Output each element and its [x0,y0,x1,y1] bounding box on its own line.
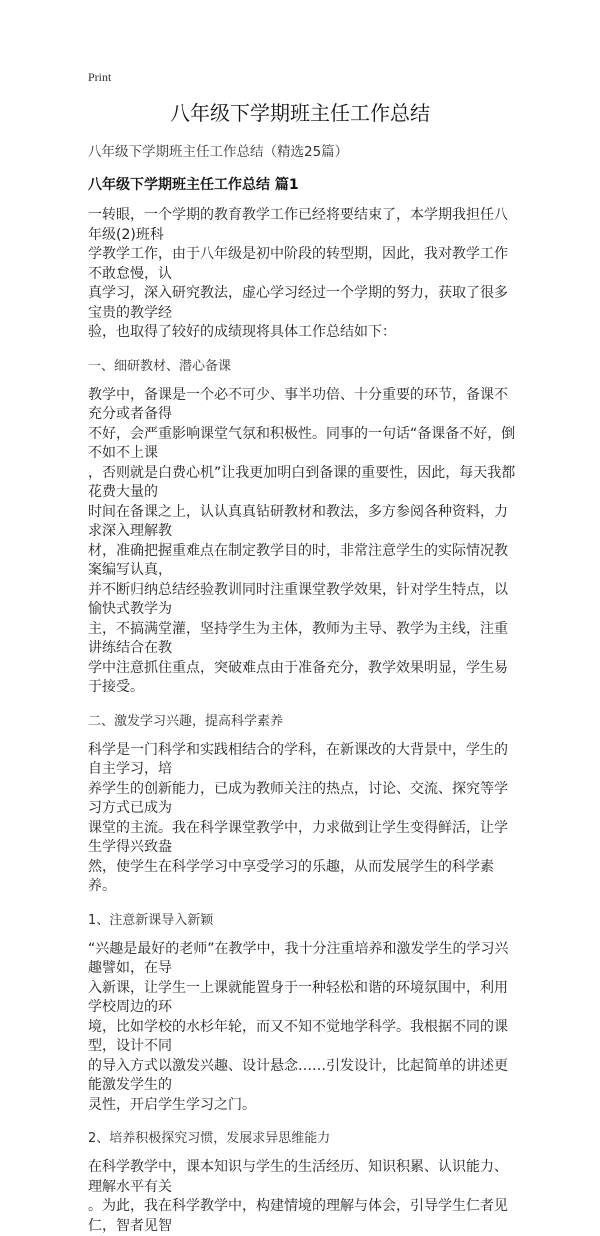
heading-2: 二、激发学习兴趣，提高科学素养 [88,713,284,729]
paragraph-lesson-prep: 教学中，备课是一个必不可少、事半功倍、十分重要的环节，备课不充分或者备得 不好，会严重影响课堂气氛和积极性。同事的一句话“备课备不好，倒不如不上课 ，否则就是白费心机”让我更加明白到备课的重要性，因此，每天我都花费大量的 时间在备课之上，认认真真钻研教材和教法，多方参阅各种资料，力求深入理解教 材，准确把握重难点在制定教学目的时，非常注意学生的实际情况教案编写认真， 并不断归纳总结经验教训同时注重课堂教学效果，针对学生特点，以愉快式教学为 主，不搞满堂灌，坚持学生为主体，教师为主导、教学为主线，注重讲练结合在教 学中注意抓住重点，突破难点由于准备充分，教学效果明显，学生易于接受。 [88,386,516,695]
print-link[interactable]: Print [88,70,112,84]
heading-2-2: 2、培养积极探究习惯，发展求异思维能力 [88,1131,331,1146]
heading-1: 一、细研教材、潜心备课 [88,358,232,374]
paragraph-intro: 一转眼，一个学期的教育教学工作已经将要结束了，本学期我担任八年级(2)班科 学教学工作，由于八年级是初中阶段的转型期，因此，我对教学工作不敢怠慢，认 真学习，深入研究教法，虚心学习经过一个学期的努力，获取了很多宝贵的教学经 验，也取得了较好的成绩现将具体工作总结如下： [88,207,508,340]
paragraph-science: 科学是一门科学和实践相结合的学科，在新课改的大背景中，学生的自主学习，培 养学生的创新能力，已成为教师关注的热点，讨论、交流、探究等学习方式已成为 课堂的主流。我在科学课堂教学中，力求做到让学生变得鲜活，让学生学得兴致盎 然，使学生在科学学习中享受学习的乐趣，从而发展学生的科学素养。 [88,741,508,894]
section-title: 八年级下学期班主任工作总结 篇1 [88,177,299,193]
page-title: 八年级下学期班主任工作总结 [170,101,430,125]
paragraph-interest: “兴趣是最好的老师”在教学中，我十分注重培养和激发学生的学习兴趣譬如，在导 入新课，让学生一上课就能置身于一种轻松和谐的环境氛围中，利用学校周边的环 境，比如学校的水杉年轮，而又不知不觉地学科学。我根据不同的课型，设计不同 的导入方式以激发兴趣、设计悬念……引发设计，比起简单的讲述更能激发学生的 灵性，开启学生学习之门。 [88,940,509,1113]
paragraph-inquiry: 在科学教学中，课本知识与学生的生活经历、知识积累、认识能力、理解水平有关 。为此，我在科学教学中，构建情境的理解与体会，引导学生仁者见仁，智者见智 [88,1159,508,1234]
document-subtitle: 八年级下学期班主任工作总结（精选25篇） [88,144,349,160]
heading-2-1: 1、注意新课导入新颖 [88,912,214,928]
